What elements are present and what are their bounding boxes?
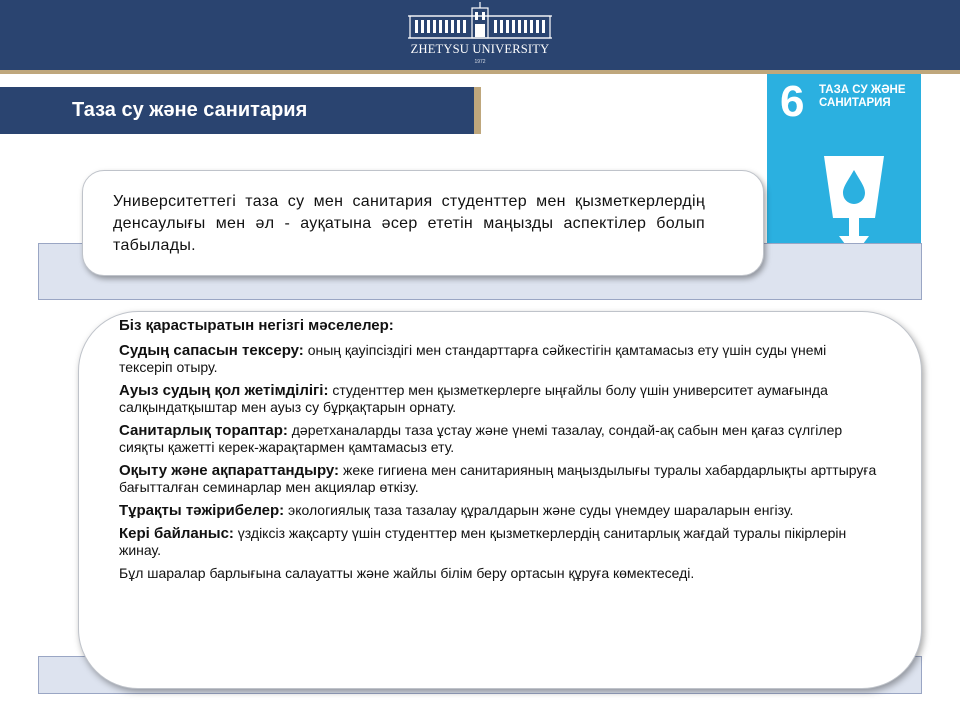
issue-term: Ауыз судың қол жетімділігі: bbox=[119, 382, 329, 399]
issue-item bbox=[119, 502, 879, 519]
founded-year: 1972 bbox=[474, 59, 486, 65]
issue-term: Санитарлық тораптар: bbox=[119, 422, 288, 439]
issue-desc: экологиялық таза тазалау құралдарын және суды үнемдеу шараларын енгізу. bbox=[284, 502, 794, 518]
sdg-label-line2: САНИТАРИЯ bbox=[819, 97, 891, 109]
issues-heading: Біз қарастыратын негізгі мәселелер: bbox=[119, 317, 394, 334]
issue-item bbox=[119, 422, 879, 456]
issues-conclusion: Бұл шаралар барлығына салауатты және жайлы білім беру ортасын құруға көмектеседі. bbox=[119, 565, 695, 581]
issue-item bbox=[119, 342, 879, 376]
university-name: ZHETYSU UNIVERSITY bbox=[410, 42, 550, 56]
sdg-label-line1: ТАЗА СУ ЖӘНЕ bbox=[819, 84, 906, 96]
issue-term: Оқыту және ақпараттандыру: bbox=[119, 462, 340, 479]
sdg-number: 6 bbox=[780, 77, 805, 126]
slide-title: Таза су және санитария bbox=[72, 99, 308, 121]
sdg-label bbox=[819, 84, 906, 110]
issue-desc: оның қауіпсіздігі мен стандарттарға сәйкестігін қамтамасыз ету үшін суды үнемі тексеріп отыру. bbox=[119, 342, 827, 375]
issue-desc: дәретханаларды таза ұстау және үнемі тазалау, сондай-ақ сабын мен қағаз сүлгілер сияқты қажетті керек-жарақтармен қамтамасыз ету. bbox=[119, 422, 843, 455]
issue-desc: студенттер мен қызметкерлерге ыңғайлы болу үшін университет аумағында салқындатқыштар мен ауыз су бұрқақтарын орнату. bbox=[119, 382, 828, 415]
university-logo bbox=[400, 2, 560, 68]
issues-list bbox=[119, 317, 879, 588]
intro-text: Университеттегі таза су мен санитария студенттер мен қызметкерлердің денсаулығы мен әл - ауқатына әсер ететін маңызды аспектілер болып табылады. bbox=[113, 193, 705, 254]
issue-term: Тұрақты тәжірибелер: bbox=[119, 502, 285, 519]
title-accent bbox=[474, 87, 481, 134]
issues-callout bbox=[78, 311, 922, 689]
intro-callout bbox=[82, 170, 764, 276]
issue-item bbox=[119, 462, 879, 496]
issue-term: Кері байланыс: bbox=[119, 525, 234, 542]
issue-desc: үздіксіз жақсарту үшін студенттер мен қызметкерлердің санитарлық жағдай туралы пікірлерін жинау. bbox=[119, 525, 847, 558]
issue-desc: жеке гигиена мен санитарияның маңыздылығы туралы хабардарлықты арттыруға бағытталған семинарлар мен акциялар өткізу. bbox=[119, 462, 877, 495]
university-building-icon bbox=[400, 2, 560, 42]
issue-item bbox=[119, 525, 879, 559]
issue-term: Судың сапасын тексеру: bbox=[119, 342, 304, 359]
issue-item bbox=[119, 382, 879, 416]
